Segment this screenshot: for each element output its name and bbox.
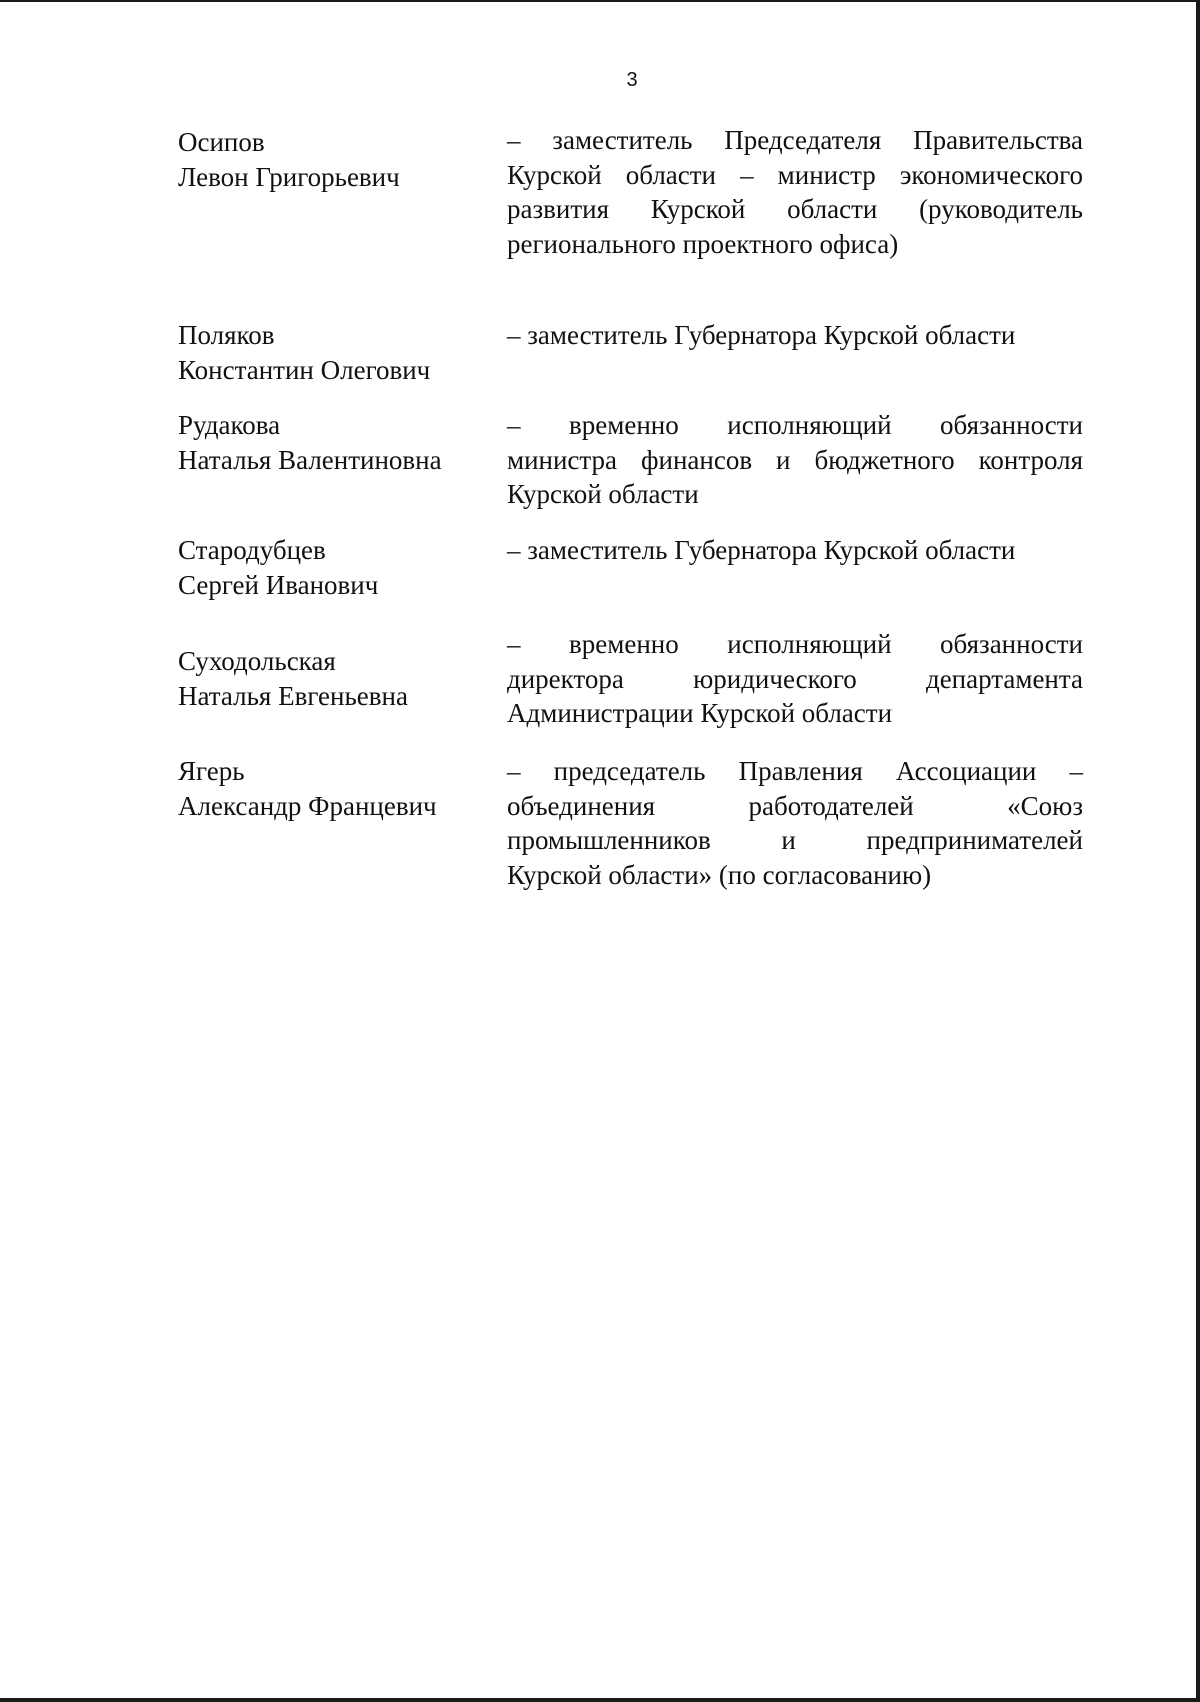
member-name <box>178 318 498 387</box>
role-line: Курской области <box>507 479 699 509</box>
member-surname: Поляков <box>178 320 275 350</box>
member-given-names: Наталья Евгеньевна <box>178 680 408 711</box>
member-name <box>178 408 498 477</box>
role-line: – заместитель Председателя Правительства <box>507 125 1083 155</box>
member-given-names: Константин Олегович <box>178 354 431 385</box>
role-line: министра финансов и бюджетного контроля <box>507 444 1083 475</box>
member-surname: Суходольская <box>178 646 336 676</box>
member-role <box>507 408 1083 512</box>
member-surname: Рудакова <box>178 410 281 440</box>
role-line: – председатель Правления Ассоциации – <box>507 756 1083 786</box>
page-number: 3 <box>626 69 638 91</box>
member-name <box>178 644 498 713</box>
member-role <box>507 123 1083 261</box>
member-surname: Стародубцев <box>178 535 326 565</box>
member-name <box>178 125 498 194</box>
role-line: – временно исполняющий обязанности <box>507 629 1083 659</box>
role-line: Курской области – министр экономического <box>507 159 1083 190</box>
member-role <box>507 318 1083 353</box>
role-line: Администрации Курской области <box>507 698 893 728</box>
member-given-names: Левон Григорьевич <box>178 161 400 192</box>
member-given-names: Сергей Иванович <box>178 569 379 600</box>
member-role <box>507 754 1083 892</box>
role-line: промышленников и предпринимателей <box>507 825 1083 855</box>
role-line: – заместитель Губернатора Курской области <box>507 535 1016 565</box>
member-surname: Ягерь <box>178 756 245 786</box>
role-line: развития Курской области (руководитель <box>507 194 1083 224</box>
member-given-names: Наталья Валентиновна <box>178 444 442 475</box>
member-given-names: Александр Францевич <box>178 790 437 821</box>
role-line: Курской области» (по согласованию) <box>507 859 932 890</box>
member-surname: Осипов <box>178 127 265 157</box>
member-role <box>507 627 1083 731</box>
role-line: объединения работодателей «Союз <box>507 790 1083 821</box>
role-line: директора юридического департамента <box>507 663 1083 694</box>
role-line: – временно исполняющий обязанности <box>507 410 1083 440</box>
role-line: – заместитель Губернатора Курской области <box>507 320 1016 350</box>
member-name <box>178 754 498 823</box>
role-line: регионального проектного офиса) <box>507 228 899 259</box>
member-role <box>507 533 1083 568</box>
member-name <box>178 533 498 602</box>
